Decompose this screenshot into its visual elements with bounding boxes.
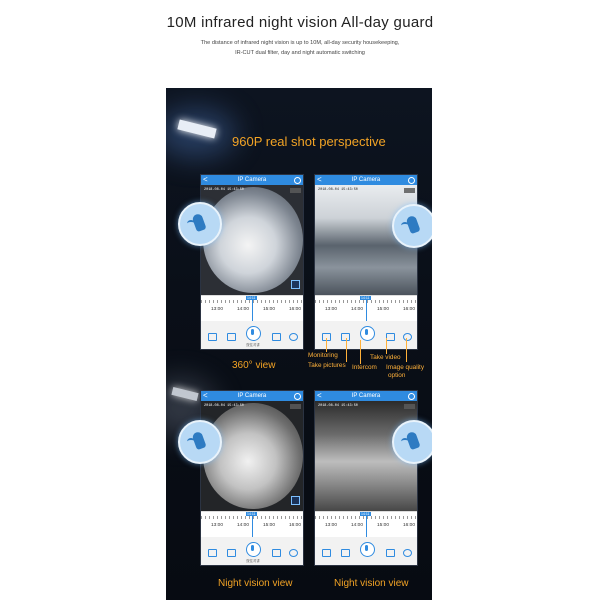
timeline-label: 14:00 [237,523,250,528]
fullscreen-icon[interactable] [291,496,300,505]
camera-icon[interactable] [341,549,350,557]
timestamp: 2018-08-04 15:43:50 [318,404,358,408]
back-icon[interactable]: < [317,391,322,400]
camera-icon[interactable] [227,549,236,557]
fisheye-image [203,187,303,293]
timestamp: 2018-08-04 15:43:50 [204,188,244,192]
app-bar [315,391,417,401]
annotation-line [386,338,387,354]
speaker-icon[interactable] [322,549,331,557]
mic-label: 按住对讲 [246,343,260,347]
time-marker: 14:11 [252,512,253,538]
annotation-line [360,340,361,364]
control-bar [201,321,303,350]
quality-badge[interactable] [290,188,301,193]
page-title: 10M infrared night vision All-day guard [166,14,434,31]
time-marker: 14:11 [366,296,367,322]
app-title: IP Camera [351,177,381,183]
swipe-hand-icon [392,420,432,464]
control-bar [315,537,417,566]
showcase-panel [166,88,432,600]
swipe-hand-icon [392,204,432,248]
back-icon[interactable]: < [203,391,208,400]
annotation-intercom: Intercom [352,364,377,371]
subtitle-line-2: IR-CUT dual filter, day and night automatic switching [235,50,365,56]
speaker-icon[interactable] [208,549,217,557]
microphone-button[interactable] [246,542,261,557]
control-bar [315,321,417,350]
timeline[interactable] [315,295,417,323]
subtitle-line-1: The distance of infrared night vision is up to 10M, all-day security housekeeping, [200,40,400,46]
app-title: IP Camera [237,393,267,399]
timeline-label: 13:00 [211,307,224,312]
swipe-hand-icon [178,202,222,246]
annotation-image-quality: Image quality [386,364,425,371]
timeline-label: 16:00 [403,307,416,312]
settings-icon[interactable] [294,393,301,400]
app-title: IP Camera [237,177,267,183]
mic-label: 按住对讲 [246,559,260,563]
back-icon[interactable]: < [317,175,322,184]
timestamp: 2018-08-04 15:43:50 [204,404,244,408]
annotation-monitoring: Monitoring [308,352,338,359]
label-night-vision-right: Night vision view [334,578,409,589]
timeline[interactable] [201,295,303,323]
settings-icon[interactable] [294,177,301,184]
timeline-label: 15:00 [263,307,276,312]
timeline-label: 13:00 [211,523,224,528]
quality-option-icon[interactable] [289,333,298,341]
back-icon[interactable]: < [203,175,208,184]
annotation-line [346,338,347,362]
timeline-label: 13:00 [325,307,338,312]
label-360-view: 360° view [232,360,276,371]
annotation-take-video: Take video [370,354,401,361]
timeline[interactable] [201,511,303,539]
settings-icon[interactable] [408,177,415,184]
annotation-line [406,338,407,362]
time-marker: 14:11 [366,512,367,538]
quality-badge[interactable] [290,404,301,409]
microphone-button[interactable] [246,326,261,341]
video-icon[interactable] [272,549,281,557]
timeline-label: 16:00 [289,523,302,528]
timestamp: 2018-08-04 15:43:50 [318,188,358,192]
quality-badge[interactable] [404,404,415,409]
settings-icon[interactable] [408,393,415,400]
annotation-line [326,338,327,352]
camera-feed[interactable] [201,185,303,295]
panel-heading: 960P real shot perspective [232,134,386,149]
phone-360-color [200,174,304,350]
phone-office-night [314,390,418,566]
timeline-label: 15:00 [377,307,390,312]
time-marker: 14:11 [252,296,253,322]
app-bar [201,175,303,185]
timeline[interactable] [315,511,417,539]
video-icon[interactable] [386,549,395,557]
quality-option-icon[interactable] [403,333,412,341]
camera-icon[interactable] [227,333,236,341]
video-icon[interactable] [272,333,281,341]
app-bar [201,391,303,401]
swipe-hand-icon [178,420,222,464]
timeline-label: 16:00 [289,307,302,312]
timeline-label: 15:00 [263,523,276,528]
phone-office-color [314,174,418,350]
annotation-take-pictures: Take pictures [308,362,346,369]
fullscreen-icon[interactable] [291,280,300,289]
app-bar [315,175,417,185]
label-night-vision-left: Night vision view [218,578,293,589]
quality-option-icon[interactable] [289,549,298,557]
app-title: IP Camera [351,393,381,399]
timeline-label: 13:00 [325,523,338,528]
timeline-label: 14:00 [351,307,364,312]
timeline-label: 15:00 [377,523,390,528]
quality-option-icon[interactable] [403,549,412,557]
annotation-option: option [388,372,406,379]
microphone-button[interactable] [360,542,375,557]
control-bar [201,537,303,566]
timeline-label: 14:00 [237,307,250,312]
phone-360-night [200,390,304,566]
quality-badge[interactable] [404,188,415,193]
timeline-label: 14:00 [351,523,364,528]
microphone-button[interactable] [360,326,375,341]
speaker-icon[interactable] [208,333,217,341]
video-icon[interactable] [386,333,395,341]
fisheye-image [203,403,303,509]
timeline-label: 16:00 [403,523,416,528]
